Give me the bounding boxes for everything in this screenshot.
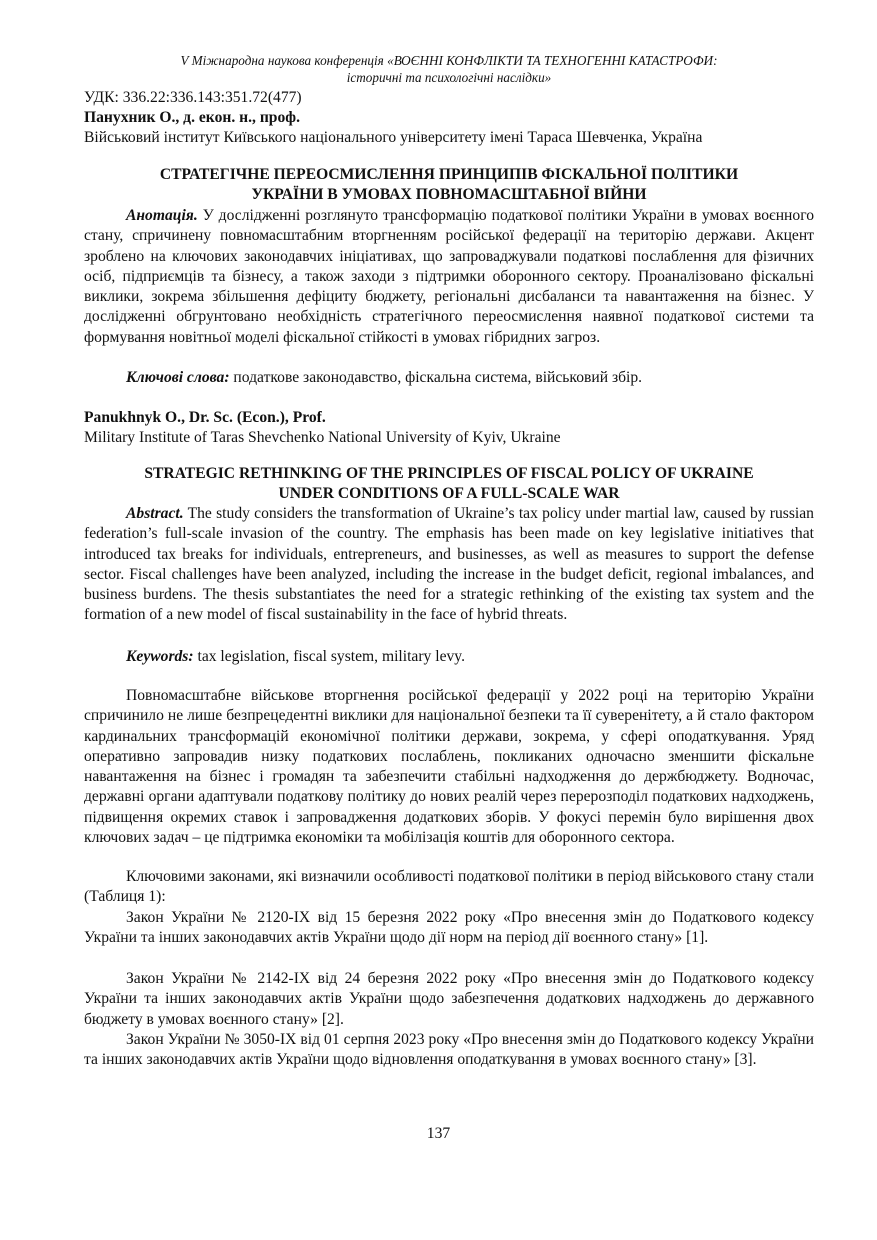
en-abstract xyxy=(84,504,814,626)
en-abstract-label: Abstract. xyxy=(126,505,184,522)
body-paragraph-1: Повномасштабне військове вторгнення російської федерації у 2022 році на територію України спричинило не лише безпрецедентні виклики для національної безпеки та її суверенітету, а й стало фактором кардинальних трансформацій економічної політики держави, зокрема, у сфері оподаткування. Уряд оперативно запровадив низку податкових послаблень, покликаних одночасно зменшити фіскальне навантаження на бізнес і громадян та забезпечити стабільні надходження до держбюджету. Водночас, державні органи адаптували податкову політику до нових реалій через перерозподіл податкових надходжень, підвищення окремих ставок і запровадження додаткових зборів. У фокусі перемін було вирішення двох ключових задач – це підтримка економіки та мобілізація коштів для оборонного сектора. xyxy=(84,687,814,847)
body-paragraph-4: Закон України № 2142-IX від 24 березня 2022 року «Про внесення змін до Податкового кодексу України та інших законодавчих актів України щодо забезпечення додаткових надходжень до державного бюджету в умовах воєнного стану» [2]. xyxy=(84,970,814,1028)
ua-abstract-text: У дослідженні розглянуто трансформацію податкової політики України в умовах воєнного стану, спричинену повномасштабним вторгненням російської федерації на територію держави. Акцент зроблено на ключових законодавчих ініціативах, що запроваджували податкові послаблення для фізичних осіб, підприємців та бізнесу, а також заходи з підтримки оборонного сектору. Проаналізовано фіскальні виклики, зокрема збільшення дефіциту бюджету, регіональні дисбаланси та навантаження на бізнес. У дослідженні обгрунтовано необхідність стратегічного переосмислення наявної податкової системи та формування новітньої моделі фіскальної стійкості в умовах гібридних загроз. xyxy=(84,207,815,346)
body-paragraph-3: Закон України № 2120-IX від 15 березня 2022 року «Про внесення змін до Податкового кодексу України та інших законодавчих актів України щодо дії норм на період дії воєнного стану» [1]. xyxy=(84,909,814,947)
en-keywords xyxy=(84,647,814,667)
en-keywords-text: tax legislation, fiscal system, military levy. xyxy=(197,648,465,665)
body-paragraph-5: Закон України № 3050-IX від 01 серпня 2023 року «Про внесення змін до Податкового кодексу України та інших законодавчих актів України щодо відновлення оподаткування в умовах воєнного стану» [3]. xyxy=(84,1031,814,1069)
page-number: 137 xyxy=(426,1125,451,1142)
udk-code: УДК: 336.22:336.143:351.72(477) xyxy=(84,89,302,106)
ua-title-line-1: СТРАТЕГІЧНЕ ПЕРЕОСМИСЛЕННЯ ПРИНЦИПІВ ФІСКАЛЬНОЇ ПОЛІТИКИ xyxy=(159,166,739,183)
en-title-line-2: UNDER CONDITIONS OF A FULL-SCALE WAR xyxy=(278,485,620,502)
ua-title-line-2: УКРАЇНИ В УМОВАХ ПОВНОМАСШТАБНОЇ ВІЙНИ xyxy=(251,186,647,203)
ua-abstract-label: Анотація. xyxy=(126,207,198,224)
en-title xyxy=(84,464,814,504)
conference-header-line-1: V Міжнародна наукова конференція «ВОЄННІ КОНФЛІКТИ ТА ТЕХНОГЕННІ КАТАСТРОФИ: xyxy=(180,53,718,68)
body-paragraph-2: Ключовими законами, які визначили особливості податкової політики в період військового стану стали (Таблиця 1): xyxy=(84,868,814,906)
conference-header xyxy=(84,52,814,86)
en-keywords-label: Keywords: xyxy=(126,648,194,665)
en-author: Panukhnyk O., Dr. Sc. (Econ.), Prof. xyxy=(84,409,326,426)
ua-keywords-label: Ключові слова: xyxy=(126,369,230,386)
ua-affiliation: Військовий інститут Київського національного університету імені Тараса Шевченка, Україна xyxy=(84,129,703,146)
conference-header-line-2: історичні та психологічні наслідки» xyxy=(346,70,552,85)
ua-author: Панухник О., д. екон. н., проф. xyxy=(84,109,300,126)
en-title-line-1: STRATEGIC RETHINKING OF THE PRINCIPLES OF FISCAL POLICY OF UKRAINE xyxy=(144,465,754,482)
ua-title xyxy=(84,165,814,205)
ua-keywords-text: податкове законодавство, фіскальна система, військовий збір. xyxy=(233,369,643,386)
ua-abstract xyxy=(84,206,814,348)
ua-keywords xyxy=(84,368,814,388)
en-affiliation: Military Institute of Taras Shevchenko National University of Kyiv, Ukraine xyxy=(84,429,561,446)
en-abstract-text: The study considers the transformation of Ukraine’s tax policy under martial law, caused by russian federation’s full-scale invasion of the country. The emphasis has been made on key legislative initiatives that introduced tax breaks for individuals, entrepreneurs, and businesses, as well as measures to support the defense sector. Fiscal challenges have been analyzed, including the increase in the budget deficit, regional imbalances, and business burdens. The thesis substantiates the need for a strategic rethinking of the existing tax system and the formation of a new model of fiscal sustainability in the face of hybrid threats. xyxy=(84,505,814,624)
